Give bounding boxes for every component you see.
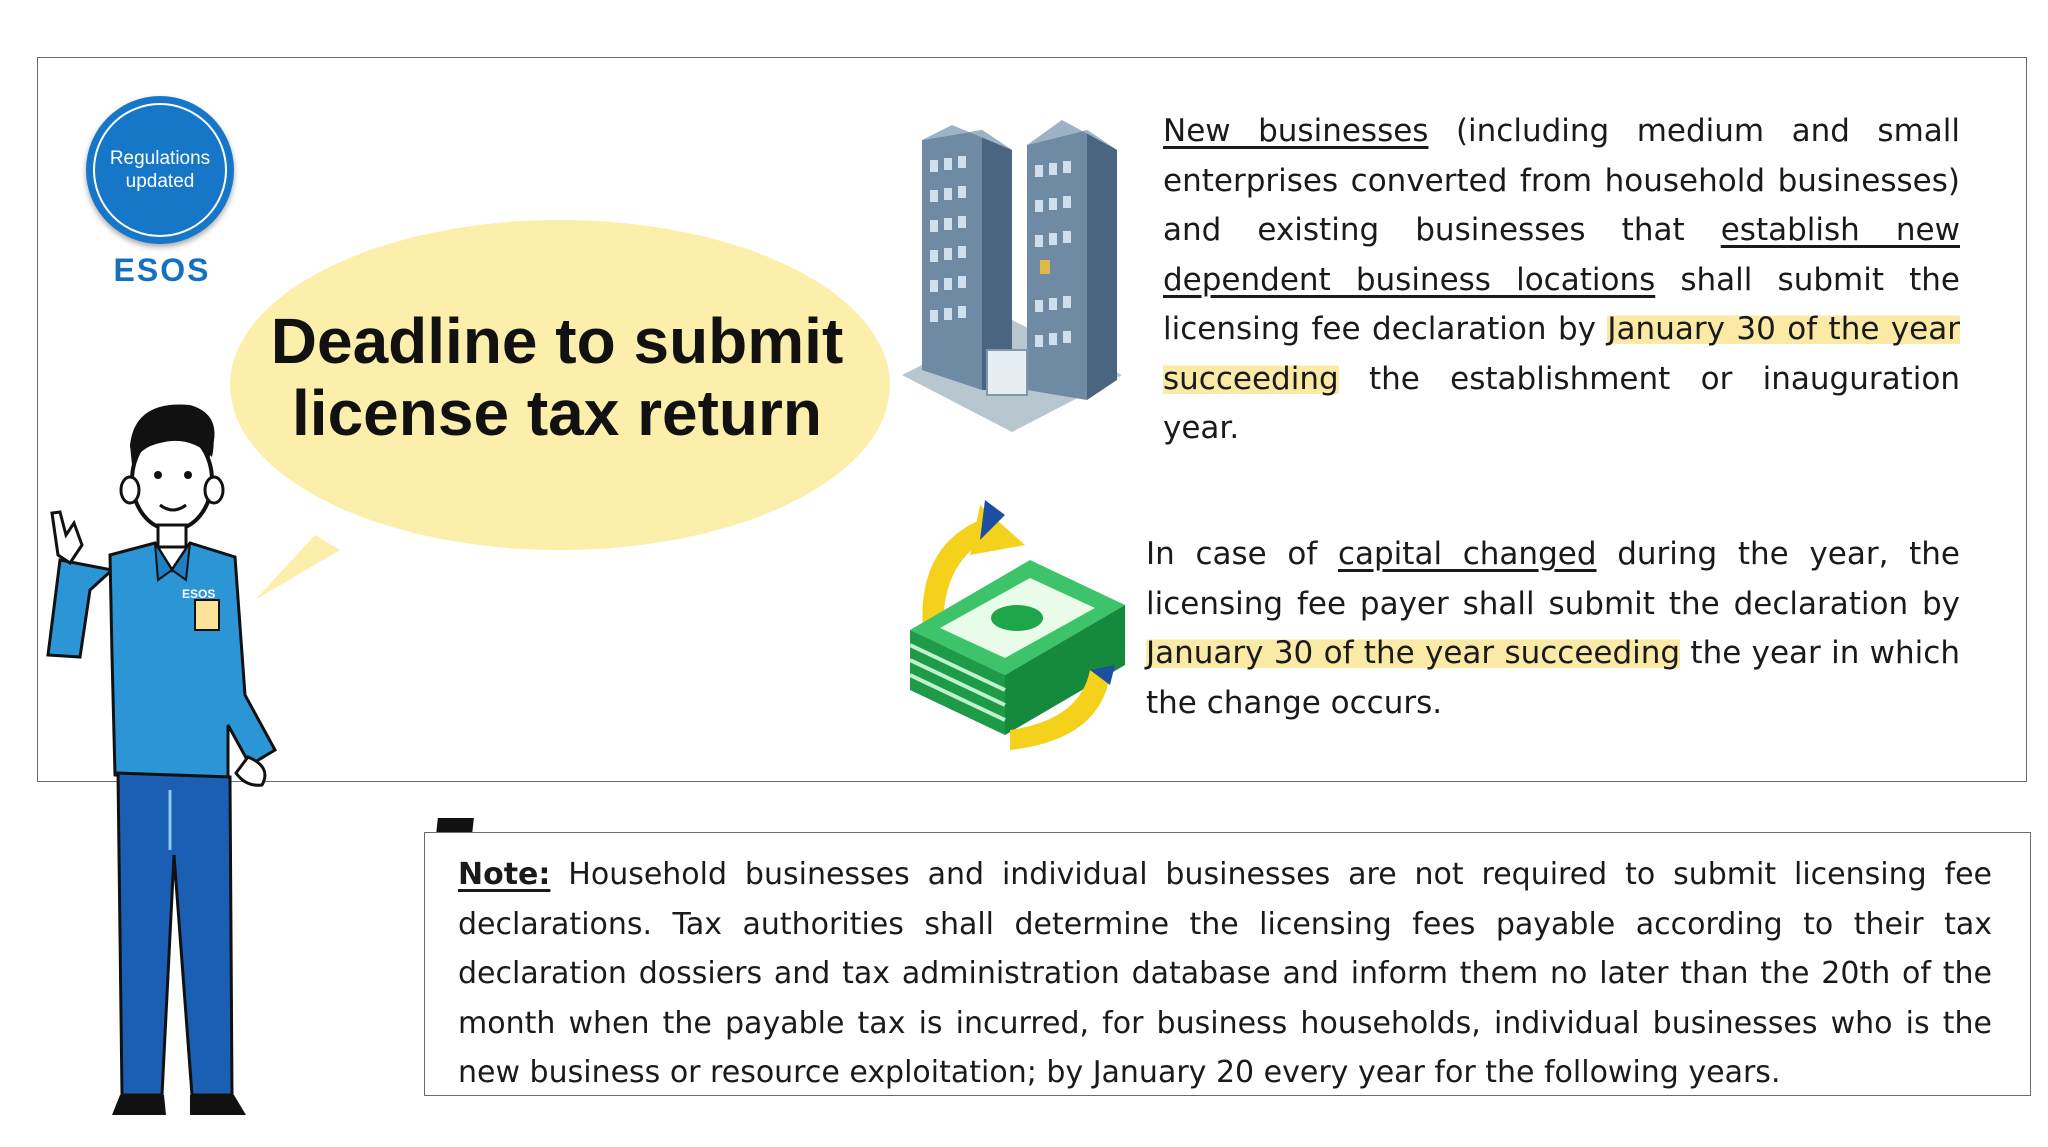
bubble-title-line-2: license tax return [292,377,822,449]
bubble-title [232,305,882,449]
note-label: Note: [458,857,551,892]
note-body: Household businesses and individual businesses are not required to submit licensing fee declarations. Tax authorities shall determine the licensing fees payable according to their tax declaration dossiers and tax administration database and inform them no later than the 20th of the month when the payable tax is incurred, for business households, individual businesses who is the new business or resource exploitation; by January 20 every year for the following years. [458,857,1992,1090]
section-new-businesses: New businesses (including medium and small enterprises converted from household businesses) and existing businesses that establish new dependent business locations shall submit the licensing fee declaration by January 30 of the year succeeding the establishment or inauguration year. [1163,113,1961,446]
badge-line-1: Regulations [109,148,211,169]
money-cycle-icon [910,500,1130,755]
deadline-highlight-1: January 30 of the year succeeding [1163,311,1960,397]
dependent-locations-link: establish new dependent business locations [1163,212,1960,298]
note-text [458,850,1992,1098]
new-businesses-link: New businesses [1163,113,1429,149]
deadline-highlight-2: January 30 of the year succeeding [1146,635,1681,671]
regulations-updated-badge [86,96,234,244]
shirt-logo: ESOS [182,587,216,601]
badge-line-2: updated [125,171,195,192]
person-illustration [40,395,300,1135]
section-capital-changed: In case of capital changed during the year, the licensing fee payer shall submit the declaration by January 30 of the year succeeding the year in which the change occurs. [1146,536,1960,721]
buildings-icon [902,120,1122,440]
bubble-title-line-1: Deadline to submit [270,305,844,377]
capital-changed-link: capital changed [1337,536,1597,572]
esos-logo: ESOS [113,252,211,288]
